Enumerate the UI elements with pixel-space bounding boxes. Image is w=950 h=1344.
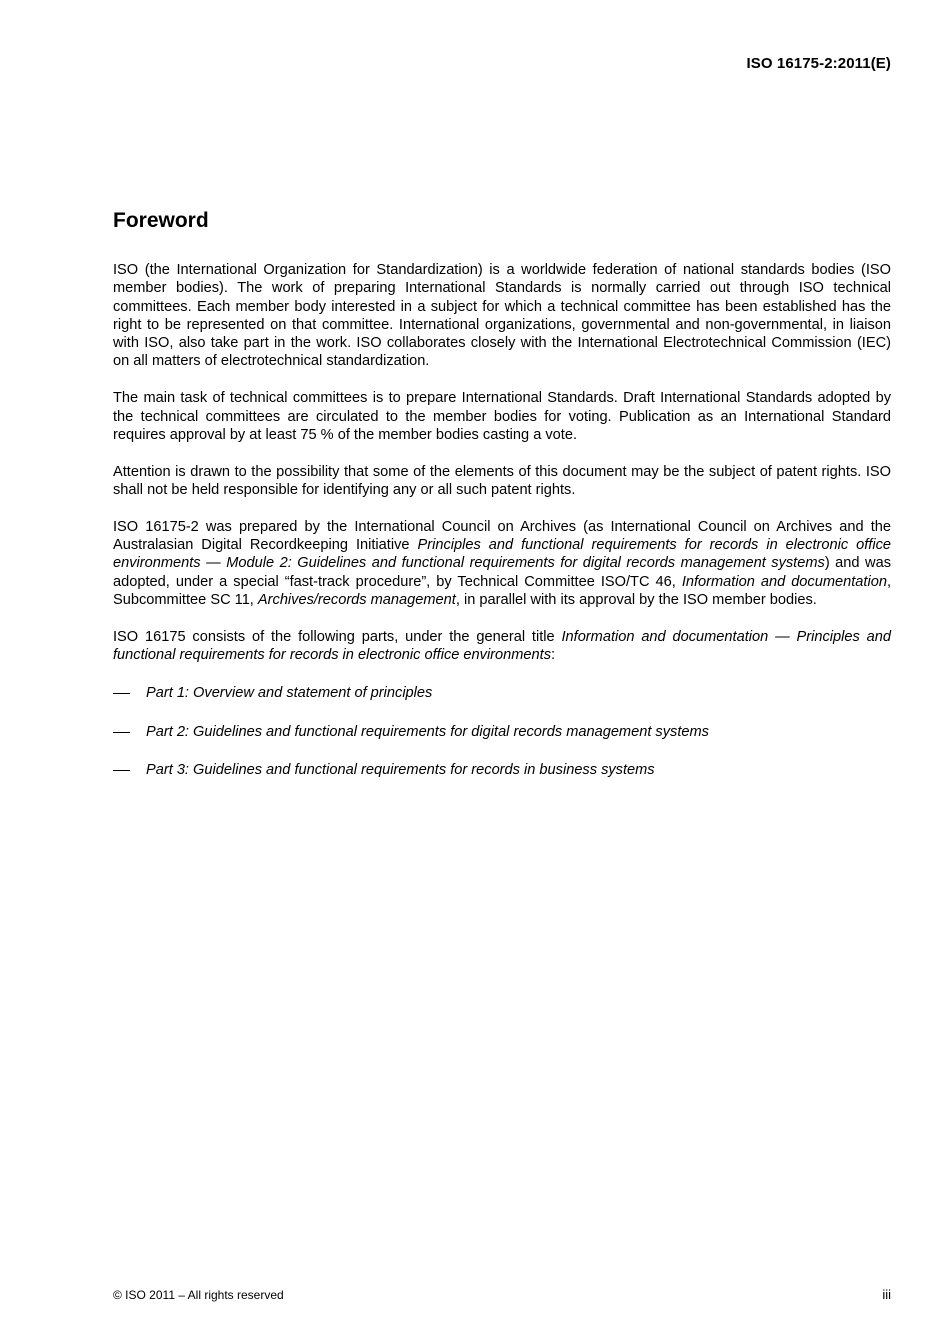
preparation-text-3: , Subcommittee SC 11, bbox=[113, 573, 891, 608]
document-code: ISO 16175-2:2011(E) bbox=[746, 55, 891, 72]
page-title: Foreword bbox=[113, 209, 209, 232]
list-item bbox=[113, 761, 891, 779]
list-item bbox=[113, 684, 891, 702]
part-label: Part 2: Guidelines and functional requirements for digital records management systems bbox=[146, 723, 709, 740]
foreword-body bbox=[113, 261, 891, 799]
dash-bullet-icon bbox=[113, 770, 130, 771]
preparation-text-4: , in parallel with its approval by the ISO member bodies. bbox=[455, 591, 817, 608]
list-item bbox=[113, 723, 891, 741]
paragraph-technical-committees: The main task of technical committees is to prepare International Standards. Draft International Standards adopted by the technical committees are circulated to the member bodies for voting. Publication as an International Standard requires approval by at least 75 % of the member bodies casting a vote. bbox=[113, 390, 891, 443]
subcommittee-title: Archives/records management bbox=[257, 591, 456, 608]
preparation-text-1: ISO 16175-2 was prepared by the International Council on Archives (as International Council on Archives and the Australasian Digital Recordkeeping Initiative bbox=[113, 518, 891, 554]
paragraph-preparation bbox=[113, 518, 891, 609]
preparation-text-2: ) and was adopted, under a special “fast-track procedure”, by Technical Committee ISO/TC 46, bbox=[113, 555, 891, 590]
part-label: Part 1: Overview and statement of principles bbox=[146, 685, 433, 702]
paragraph-parts-intro bbox=[113, 628, 891, 665]
general-title: Information and documentation — Principles and functional requirements for records in electronic office environments bbox=[113, 628, 891, 664]
copyright-notice: © ISO 2011 – All rights reserved bbox=[113, 1288, 284, 1302]
preparation-source-title: Principles and functional requirements for records in electronic office environments — Module 2: Guidelines and functional requirements for digital records management systems bbox=[113, 537, 891, 572]
parts-intro-colon: : bbox=[551, 647, 556, 664]
page-number: iii bbox=[882, 1287, 891, 1302]
part-label: Part 3: Guidelines and functional requirements for records in business systems bbox=[146, 761, 655, 778]
paragraph-iso-intro: ISO (the International Organization for Standardization) is a worldwide federation of national standards bodies (ISO member bodies). The work of preparing International Standards is normally carried out through ISO technical committees. Each member body interested in a subject for which a technical committee has been established has the right to be represented on that committee. International organizations, governmental and non-governmental, in liaison with ISO, also take part in the work. ISO collaborates closely with the International Electrotechnical Commission (IEC) on all matters of electrotechnical standardization. bbox=[113, 262, 891, 370]
paragraph-patent-rights: Attention is drawn to the possibility that some of the elements of this document may be the subject of patent rights. ISO shall not be held responsible for identifying any or all such patent rights. bbox=[113, 463, 891, 498]
dash-bullet-icon bbox=[113, 693, 130, 694]
committee-title: Information and documentation bbox=[681, 573, 887, 590]
parts-intro-text: ISO 16175 consists of the following parts, under the general title bbox=[113, 628, 562, 645]
dash-bullet-icon bbox=[113, 732, 130, 733]
parts-list bbox=[113, 684, 891, 779]
